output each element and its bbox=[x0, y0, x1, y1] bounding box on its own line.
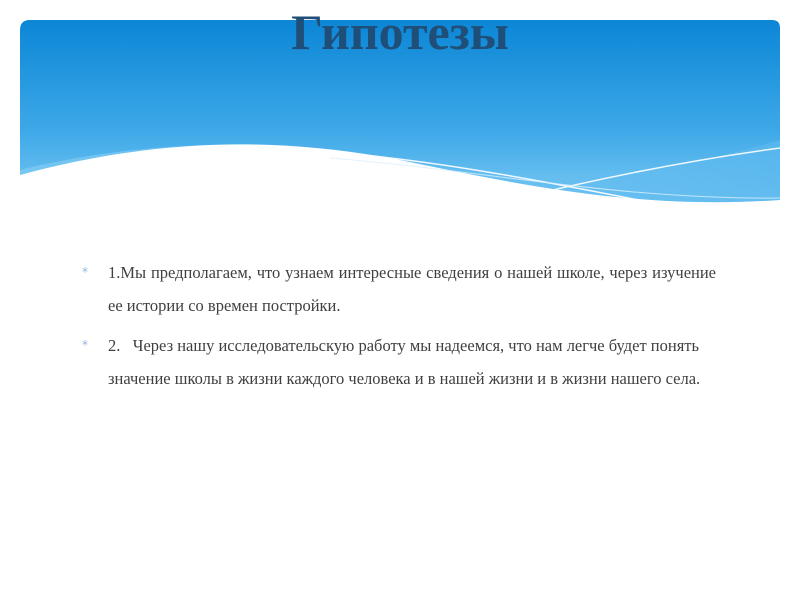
slide-title: Гипотезы bbox=[291, 4, 509, 60]
bullet-marker-icon: * bbox=[82, 265, 88, 279]
bullet-item-1 bbox=[82, 256, 716, 322]
bullet-text-1: 1.Мы предполагаем, что узнаем интересные сведения о нашей школе, через изучение ее истории со времен постройки. bbox=[108, 263, 716, 315]
bullet-marker-icon: * bbox=[82, 338, 88, 352]
bullet-text-2: 2. Через нашу исследовательскую работу мы надеемся, что нам легче будет понять значение школы в жизни каждого человека и в нашей жизни и в жизни нашего села. bbox=[108, 336, 704, 388]
bullet-list bbox=[82, 256, 716, 402]
bullet-item-2 bbox=[82, 329, 716, 395]
